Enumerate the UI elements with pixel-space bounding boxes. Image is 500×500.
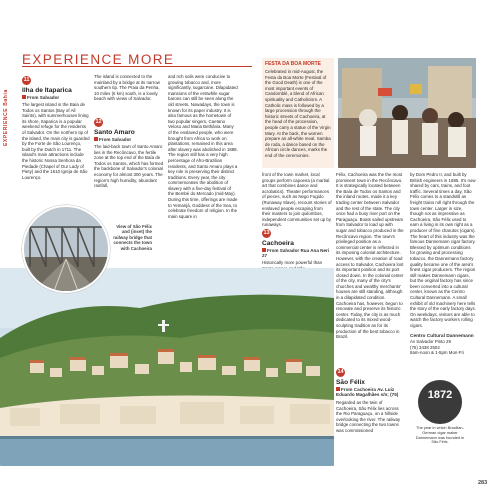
callout-number: 1872 [427,389,453,401]
centro-cultural-info [410,334,476,356]
column-2 [94,74,164,206]
section-heading: São Félix [336,379,365,386]
inset-railway-bridge [22,205,110,293]
photo-caption: View of São Félix and (inset) the railway bridge that connects the town with Cachoeira [113,224,152,251]
box-body: Celebrated in mid-August, the Festa da Boa Morte (Festival of the Good Death) is one of the most important events of Candomblé, a blend of African spirituality and Catholicism. A Catholic mass is followed by a large procession through the historic streets of Cachoeira, at the head of the procession, people carry a statue of the Virgin Mary. At the back, the women prepare an all-white meal. Samba de roda, a dance based on the African circle dances, marks the end of the ceremonies. [265,69,331,158]
info-heading: Centro Cultural Dannemann [410,334,474,339]
festa-boa-morte-box [262,58,334,168]
photo-festival [338,58,476,168]
title-rule [22,66,252,67]
section-cachoeira [262,229,332,272]
page-title: EXPERIENCE MORE [22,52,175,67]
section-santo-amaro [94,118,164,206]
section-number-badge: 14 [337,369,344,375]
section-meta: From Salvador [22,95,90,100]
info-hours: 8am-noon & 1-5pm Mon-Fri [410,350,464,356]
section-sao-felix [336,368,404,448]
paragraph: by Dom Pedro II, and built by British engineers in 1885. It's now shared by cars, trains, and foot traffic. Several times a day, São Félix comes to a standstill as freight trains roll right through the town center. Larger in size, though not as impressive as Cachoeira, São Félix used to earn a living in its own right as a producer of fine charutos (cigars). The heart of this industry was the famous Dannemann cigar factory. Blessed by optimum conditions for growing and processing tobacco, the Dannemann factory quality became one of the area's finest cigar producers. The region still makes Dannemann cigars, but the original factory has since been converted into a cultural center, known as the Centro Cultural Dannemann. A small exhibit of old machinery here tells the story of the early factory days. On weekdays, visitors are able to watch the factory workers rolling cigars. [410,172,476,329]
map-pin-icon [262,248,266,252]
sidebar-tab [0,62,14,152]
paragraph: Félix, Cachoeira was the the most prominent town in the Recôncavo. It is strategically located between the Baía de Todos os Santos and the inland routes, made it a key trading center between Salvador and the rest of the state. The city once had a busy river port on the Paraguaçu. Boats sailed upstream from Salvador to load up with sugar and tobacco produced in the Recôncavo region. The town's privileged position as a commercial center is reflected in its imposing colonial architecture. However, with the creation of road access to Salvador, Cachoeira lost its important position and its port closed down. In the colonial center of the city, many of the city's churches and wealthy merchants' houses are still standing, although in a dilapidated condition. Cachoeira has, however, begun to renovate and preserve its historic center. Today, the city is as much dedicated to its mixed wood-sculpting tradition as for its production of the best tobacco in Brazil. [336,172,404,340]
page-number: 283 [478,480,488,486]
sidebar-tab-label: EXPERIENCE Bahia [3,89,9,146]
column-5 [336,172,404,448]
info-phone: (75) 3438 2502 [410,344,440,350]
section-ilha [22,76,90,204]
section-body: The largest island in the Baía de Todos os Santos (Bay of All Saints), with summerhouses lining its shore, Itaparica is a popular weekend refuge for the residents of Salvador. On the northern tip of the island, the main city is guarded by the Forte de São Lourenço, built by the Dutch in 1711. The island's main attractions include the historic Nossa Senhora da Piedade (Chapel of Our Lady of Piety) and the 1610 Igreja de São Lourenço. [22,102,90,180]
section-meta: From Cachoeira Av. Luiz Eduardo Magalhães s/n; (75) [336,387,399,397]
map-pin-icon [94,137,98,141]
section-body: Regarded as the twin of Cachoeira, São Félix lies across the Rio Paraguaçu, on a hillside overlooking the river. The railway bridge connecting the two towns was commissioned [336,400,401,433]
map-pin-icon [336,387,340,391]
photo-sao-felix-panorama [0,268,334,466]
info-address: Av Salvador Pinto 29 [410,339,451,344]
section-meta: From Salvador [94,137,164,142]
section-number-badge: 13 [263,230,270,236]
section-body: The laid-back town of Santo Amaro lies in the Recôncavo, the fertile zone at the top end of the Baía de Todos os Santos, which has formed the backbone of Salvador's colonial economy for almost 300 years. The region's high humidity, abundant rainfall, [94,144,164,189]
section-heading: Ilha de Itaparica [22,87,72,94]
section-heading: Cachoeira [262,240,294,247]
section-meta: From Salvador Rua Ana Neri 27 [262,248,330,258]
section-number-badge: 12 [95,119,102,125]
section-heading: Santo Amaro [94,129,135,136]
column-4 [262,172,332,272]
paragraph: The island is connected to the mainland by a bridge at its narrow southern tip. The Praia da Penha, 10 miles (6 km) south, is a lovely beach with views of Salvador. [94,74,160,102]
section-body: Historically more powerful than [262,260,323,265]
paragraph: front of the town market, local groups perform capoeira (a martial art that combines dance and acrobatics). Theater performances of pieces, such as Nego Fugido (Runaway Slave), recount stories of enslaved people escaping from their masters to join quilombos, independent communities set up by runaways. [262,172,332,227]
column-3-body: and rich soils were conducive to growing tobacco and, more significantly, sugarcane. Dilapidated mansions of the erstwhile sugar barons can still be seen along the old streets. Nowadays, the town is known for its paper industry. It is also famous as the hometown of two popular singers, Caetano Veloso and Maria Bethânia. Many of the enslaved people, who were brought from Africa to work on plantations, remained in this area after slavery was abolished in 1888. The region still has a very high percentage of Afro-Brazilian residents, and Santo Amaro plays a key role in preserving their distinct traditions. Every year, the city commemorates the abolition of slavery with a five-day festival of the Bembé do Mercado (mid-May). During this time, offerings are made to Yemanjá, Goddess of the Sea, to celebrate freedom of religion. In the main square in [168,74,238,219]
box-title: FESTA DA BOA MORTE [265,61,322,67]
column-6 [410,172,476,356]
callout-circle [418,380,462,424]
callout-text: The year in which Brazilian-German cigar maker Dannemann was founded in São Félix. [415,425,465,445]
section-number-badge: 11 [23,77,30,83]
map-pin-icon [22,95,26,99]
